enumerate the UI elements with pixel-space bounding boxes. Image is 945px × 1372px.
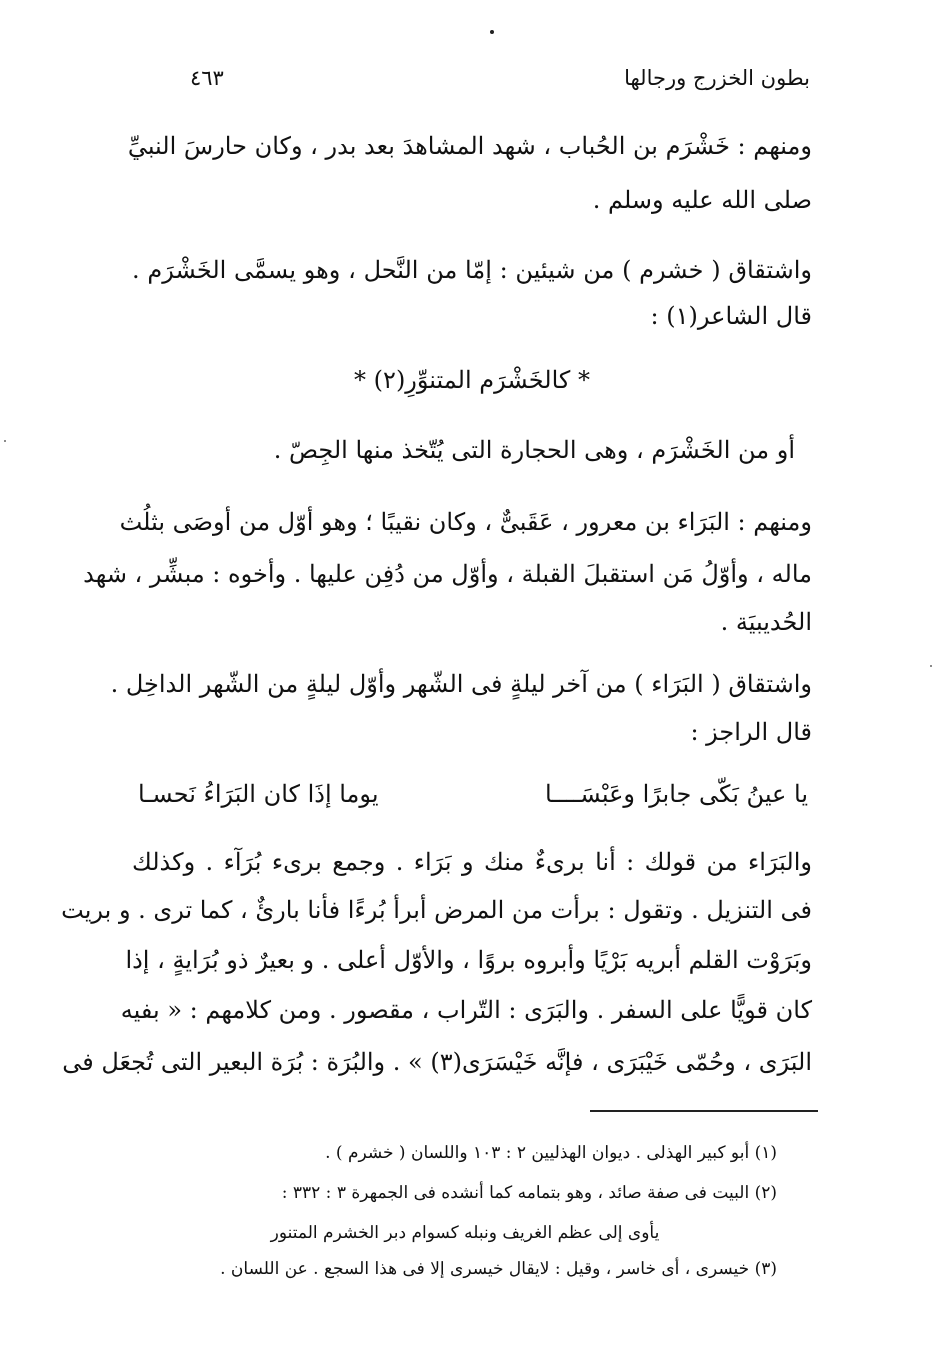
body-line: ماله ، وأوّلُ مَن استقبلَ القبلة ، وأوّل من دُفِن عليها . وأخوه : مبشِّر ، شهد bbox=[83, 560, 812, 588]
body-line: ومنهم : البَرَاء بن معرور ، عَقَبىٌّ ، وكان نقيبًا ؛ وهو أوّل من أوصَى بثلُث bbox=[119, 508, 812, 536]
body-line: البَرَى ، وحُمّى خَيْبَرَى ، فإنَّه خَيْسَرَى(٣) » . والبُرَة : بُرَة البعير التى تُجعَل فى bbox=[62, 1048, 812, 1076]
body-line: ومنهم : خَشْرَم بن الحُباب ، شهد المشاهدَ بعد بدر ، وكان حارسَ النبيِّ bbox=[127, 132, 812, 160]
body-line: والبَرَاء من قولك : أنا برىءٌ منك و بَرَاء . وجمع برىء بُرَآء . وكذلك bbox=[132, 848, 812, 876]
verse bbox=[138, 774, 808, 814]
body-line: واشتقاق ( البَرَاء ) من آخر ليلةٍ فى الشّهر وأوّل ليلةٍ من الشّهر الداخِل . bbox=[110, 670, 812, 698]
body-line: قال الشاعر(١) : bbox=[650, 302, 812, 330]
body-line: واشتقاق ( خشرم ) من شيئين : إمّا من النَّحل ، وهو يسمَّى الخَشْرَم . bbox=[132, 256, 812, 284]
verse-hemistich-first: يا عينُ بَكّى جابرًا وعَبْسَــــا bbox=[544, 780, 808, 808]
ink-dot bbox=[490, 30, 494, 34]
footnote-rule bbox=[590, 1110, 818, 1112]
body-line: قال الراجز : bbox=[690, 718, 812, 746]
running-head bbox=[150, 66, 810, 106]
page-number: ٤٦٣ bbox=[190, 66, 224, 90]
footnote: (١) أبو كبير الهذلى . ديوان الهذليين ٢ : ١٠٣ واللسان ( خشرم ) . bbox=[325, 1143, 777, 1163]
verse-hemistich-second: يوما إذَا كان البَرَاءُ نَحسـا bbox=[138, 780, 379, 808]
footnote: (٢) البيت فى صفة صائد ، وهو بتمامه كما أنشده فى الجمهرة ٣ : ٣٣٢ : bbox=[281, 1183, 777, 1203]
body-line: فى التنزيل . وتقول : برأت من المرض أبرأ بُرءًا فأنا بارئٌ ، كما ترى . و بريت bbox=[61, 896, 812, 924]
margin-mark bbox=[4, 440, 6, 442]
body-line: وبَرَوْت القلم أبريه بَرْيًا وأبروه بروًا ، والأوّل أعلى . و بعيرٌ ذو بُرَايةٍ ، إذا bbox=[125, 946, 812, 974]
body-line: أو من الخَشْرَم ، وهى الحجارة التى يُتّخذ منها الجِصّ . bbox=[273, 436, 795, 464]
body-line: صلى الله عليه وسلم . bbox=[592, 186, 812, 214]
footnote: (٣) خيسرى ، أى خاسر ، وقيل : لايقال خيسرى إلا فى هذا السجع . عن اللسان . bbox=[220, 1259, 777, 1279]
footnote-verse: يأوى إلى عظم الغريف ونبله كسوام دبر الخشرم المتنور bbox=[270, 1223, 660, 1243]
verse-fragment: * كالخَشْرَم المتنوِّرِ(٢) * bbox=[354, 366, 590, 394]
running-title: بطون الخزرج ورجالها bbox=[624, 66, 810, 90]
body-line: الحُديبيَة . bbox=[720, 608, 812, 636]
margin-mark bbox=[930, 665, 932, 667]
body-line: كان قويًّا على السفر . والبَرَى : التّراب ، مقصور . ومن كلامهم : « بفيه bbox=[120, 996, 812, 1024]
